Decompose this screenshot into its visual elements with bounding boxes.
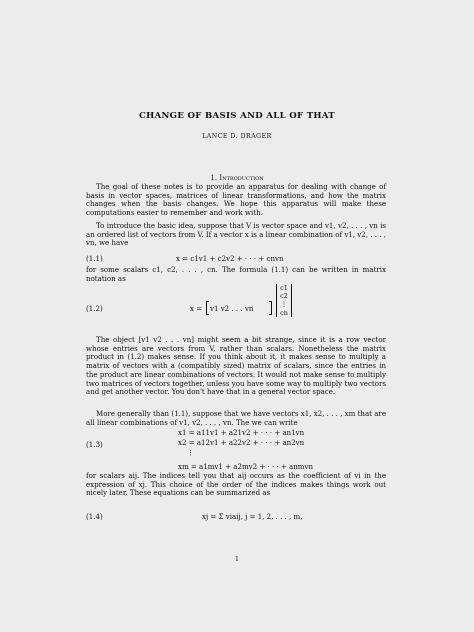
- equation-lhs: x =: [190, 304, 203, 313]
- system-line: x2 = a12v1 + a22v2 + · · · + an2vn: [178, 438, 305, 447]
- column-entry: c1: [280, 284, 288, 292]
- equation-body: xj = Σ viaij, j = 1, 2, . . . , m,: [202, 512, 303, 521]
- system-line: ⋮: [187, 448, 195, 457]
- paragraph-intro: The goal of these notes is to provide an apparatus for dealing with change of basis in vector spaces, matrices of linear transformations, and how the matrix changes when the basis changes. We hope this apparatus will make these computations easier to remember and work with.: [86, 182, 386, 218]
- equation-number: (1.4): [86, 512, 103, 521]
- equation-number: (1.2): [86, 304, 103, 313]
- page-number: 1: [235, 556, 239, 563]
- system-line: xm = a1mv1 + a2mv2 + · · · + anmvn: [178, 462, 313, 471]
- column-entry: cn: [280, 308, 288, 317]
- column-vector: [276, 284, 292, 317]
- row-bracket-left: [206, 301, 209, 315]
- column-entry: ⋮: [280, 300, 288, 309]
- equation-number: (1.3): [86, 440, 103, 449]
- equation-1-1: [86, 254, 386, 264]
- section-heading: 1. Introduction: [210, 173, 264, 182]
- paragraph-general: More generally than (1.1), suppose that we have vectors x1, x2, . . . , xm that are all linear combinations of v1, v2, . . . , vn. The we can write: [86, 409, 386, 427]
- paragraph-indices: for scalars aij. The indices tell you that aij occurs as the coefficient of vi in the expression of xj. This choice of the order of the indices makes things work out nicely later. These equations can be summarized as: [86, 471, 386, 498]
- paragraph-basic-idea: To introduce the basic idea, suppose that V is vector space and v1, v2, . . . , vn is an ordered list of vectors from V. If a vector x is a linear combination of v1, v2, . . . , vn, we have: [86, 221, 386, 248]
- author-name: LANCE D. DRAGER: [202, 133, 272, 140]
- equation-1-2: [86, 284, 386, 334]
- equation-body: x = c1v1 + c2v2 + · · · + cnvn: [176, 254, 284, 263]
- equation-1-4: [86, 508, 386, 528]
- column-entry: c2: [280, 292, 288, 301]
- paragraph-row-vector: The object [v1 v2 . . . vn] might seem a bit strange, since it is a row vector whose entries are vectors from V, rather than scalars. Nonetheless the matrix product in (1.2) makes sense. If you think about it, it makes sense to multiply a matrix of vectors with a (compatibly sized) matrix of scalars, since the entries in the product are linear combinations of vectors. It would not make sense to multiply two matrices of vectors together, unless you have some way to multiply two vectors and get another vector. You don't have that in a general vector space.: [86, 335, 386, 397]
- system-line: x1 = a11v1 + a21v2 + · · · + an1vn: [178, 428, 305, 437]
- row-bracket-right: [269, 301, 272, 315]
- paragraph-scalars: for some scalars c1, c2, . . . , cn. The formula (1.1) can be written in matrix notation as: [86, 265, 386, 283]
- row-vector: v1 v2 . . . vn: [210, 304, 254, 313]
- equation-number: (1.1): [86, 254, 103, 263]
- paper-title: CHANGE OF BASIS AND ALL OF THAT: [139, 111, 335, 121]
